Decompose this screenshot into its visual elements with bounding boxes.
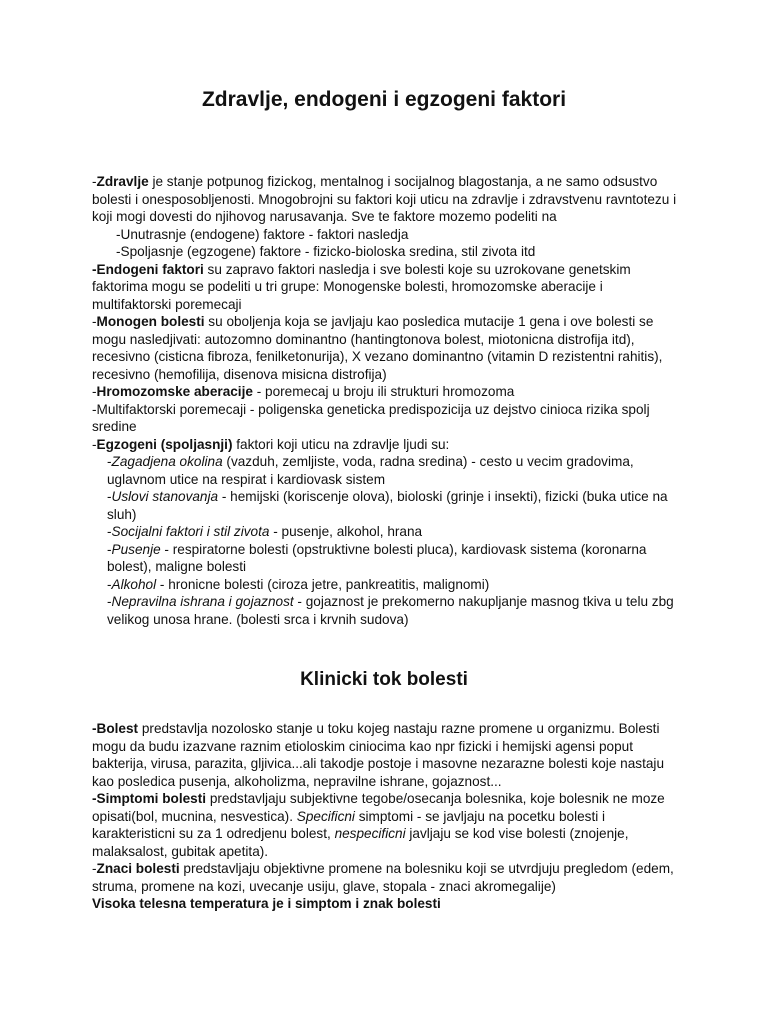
section-clinical-course <box>92 720 682 913</box>
bold-term: Zdravlje <box>96 174 149 189</box>
text-run: - <box>107 594 112 609</box>
bold-term: Egzogeni (spoljasnji) <box>96 436 233 452</box>
bold-term: Monogen bolesti <box>96 314 205 329</box>
italic-term: Specificni <box>296 808 355 824</box>
text-run: (vazduh, zemljiste, voda, radna sredina) - cesto u vecim gradovima, uglavnom utice na respirat i kardiovask sistem <box>107 454 634 487</box>
text-run: - <box>107 576 112 592</box>
text-run: -Unutrasnje (endogene) faktore - faktori nasledja <box>116 226 409 242</box>
italic-term: Pusenje <box>111 541 161 557</box>
paragraph <box>92 488 682 523</box>
paragraph <box>92 401 682 436</box>
italic-term: nespecificni <box>334 826 406 841</box>
paragraph <box>92 523 682 541</box>
bold-term: Hromozomske aberacije <box>96 384 253 399</box>
text-run: - pusenje, alkohol, hrana <box>269 524 423 539</box>
text-run: - <box>92 314 97 329</box>
paragraph <box>92 790 682 860</box>
text-run: - <box>107 489 112 504</box>
text-run: -Spoljasnje (egzogene) faktore - fizicko-bioloska sredina, stil zivota itd <box>116 244 536 259</box>
paragraph <box>92 261 682 314</box>
bold-term: -Endogeni faktori <box>92 261 204 277</box>
text-run: - <box>107 524 112 539</box>
paragraph <box>92 576 682 594</box>
text-run: javljaju se kod vise bolesti (znojenje, malaksalost, gubitak apetita). <box>92 826 629 859</box>
paragraph <box>92 593 682 628</box>
text-run: je stanje potpunog fizickog, mentalnog i socijalnog blagostanja, a ne samo odsustvo bolesti i onesposobljenosti. Mnogobrojni su faktori koji uticu na zdravlje i zdravstvenu ravntotezu i koji mogi dovesti do njihovog narusavanja. Sve te faktore mozemo podeliti na <box>92 174 677 224</box>
bold-term: Znaci bolesti <box>96 861 180 876</box>
paragraph <box>92 313 682 383</box>
paragraph <box>92 895 682 913</box>
italic-term: Socijalni faktori i stil zivota <box>111 524 270 539</box>
text-run: - gojaznost je prekomerno nakupljanje masnog tkiva u telu zbg velikog unosa hrane. (bolesti srca i krvnih sudova) <box>107 594 674 627</box>
text-run: predstavlja nozolosko stanje u toku kojeg nastaju razne promene u organizmu. Bolesti mogu da budu izazvane raznim etioloskim ciniocima kao npr fizicki i hemijski agensi poput bakterija, virusa, parazita, gljivica...ali takodje postoje i masovne nezarazne bolesti koje nastaju kao posledica pusenja, alkoholizma, nepravilne ishrane, gojaznost... <box>92 721 664 789</box>
italic-term: Zagadjena okolina <box>111 454 223 469</box>
text-run: su zapravo faktori nasledja i sve bolesti koje su uzrokovane genetskim faktorima mogu se podeliti u tri grupe: Monogenske bolesti, hromozomske aberacije i multifaktorski poremecaji <box>92 261 631 312</box>
text-run: - poremecaj u broju ili strukturi hromozoma <box>252 384 515 399</box>
text-run: - <box>107 541 112 557</box>
paragraph <box>92 383 682 401</box>
paragraph <box>92 541 682 576</box>
text-run: su oboljenja koja se javljaju kao posledica mutacije 1 gena i ove bolesti se mogu nasledjivati: autozomno dominantno (hantingtonova bolest, miotonicna distrofija itd), recesivno (cisticna fibroza, fenilketonurija), X vezano dominantno (vitamin D rezistentni rahitis), recesivno (hemofilija, disenova misicna distrofija) <box>92 314 663 382</box>
paragraph <box>92 173 682 226</box>
text-run: -Multifaktorski poremecaji - poligenska geneticka predispozicija uz dejstvo cinioca rizika spolj sredine <box>92 401 650 434</box>
paragraph <box>92 453 682 488</box>
text-run: predstavljaju subjektivne tegobe/osecanja bolesnika, koje bolesnik ne moze opisati(bol, mucnina, nesvestica). <box>92 791 665 824</box>
section-title-clinical-course: Klinicki tok bolesti <box>300 669 468 690</box>
text-run: - <box>92 384 97 399</box>
section-health-factors <box>92 173 682 628</box>
text-run: predstavljaju objektivne promene na bolesniku koji se utvrdjuju pregledom (edem, struma, promene na kozi, uvecanje usiju, glave, stopala - znaci akromegalije) <box>92 861 674 894</box>
text-run: simptomi - se javljaju na pocetku bolesti i karakteristicni su za 1 odredjenu bolest, <box>92 808 606 841</box>
text-run: faktori koji uticu na zdravlje ljudi su: <box>232 436 450 452</box>
text-run: - respiratorne bolesti (opstruktivne bolesti pluca), kardiovask sistema (koronarna bolest), maligne bolesti <box>107 541 647 574</box>
italic-term: Alkohol <box>111 576 157 592</box>
text-run: - hronicne bolesti (ciroza jetre, pankreatitis, malignomi) <box>156 576 490 592</box>
italic-term: Uslovi stanovanja <box>111 489 219 504</box>
paragraph <box>92 720 682 790</box>
text-run: - <box>92 436 97 452</box>
bold-term: -Simptomi bolesti <box>92 791 207 806</box>
text-run: - <box>107 454 112 469</box>
text-run: - <box>92 861 97 876</box>
paragraph <box>92 436 682 454</box>
text-run: - <box>92 174 97 189</box>
document-title: Zdravlje, endogeni i egzogeni faktori <box>201 88 567 111</box>
bold-term: -Bolest <box>92 721 139 736</box>
paragraph <box>92 860 682 895</box>
text-run: - hemijski (koriscenje olova), bioloski (grinje i insekti), fizicki (buka utice na sluh) <box>107 489 668 522</box>
italic-term: Nepravilna ishrana i gojaznost <box>111 594 294 609</box>
bold-term: Visoka telesna temperatura je i simptom i znak bolesti <box>92 896 441 911</box>
paragraph <box>92 226 682 244</box>
paragraph <box>92 243 682 261</box>
